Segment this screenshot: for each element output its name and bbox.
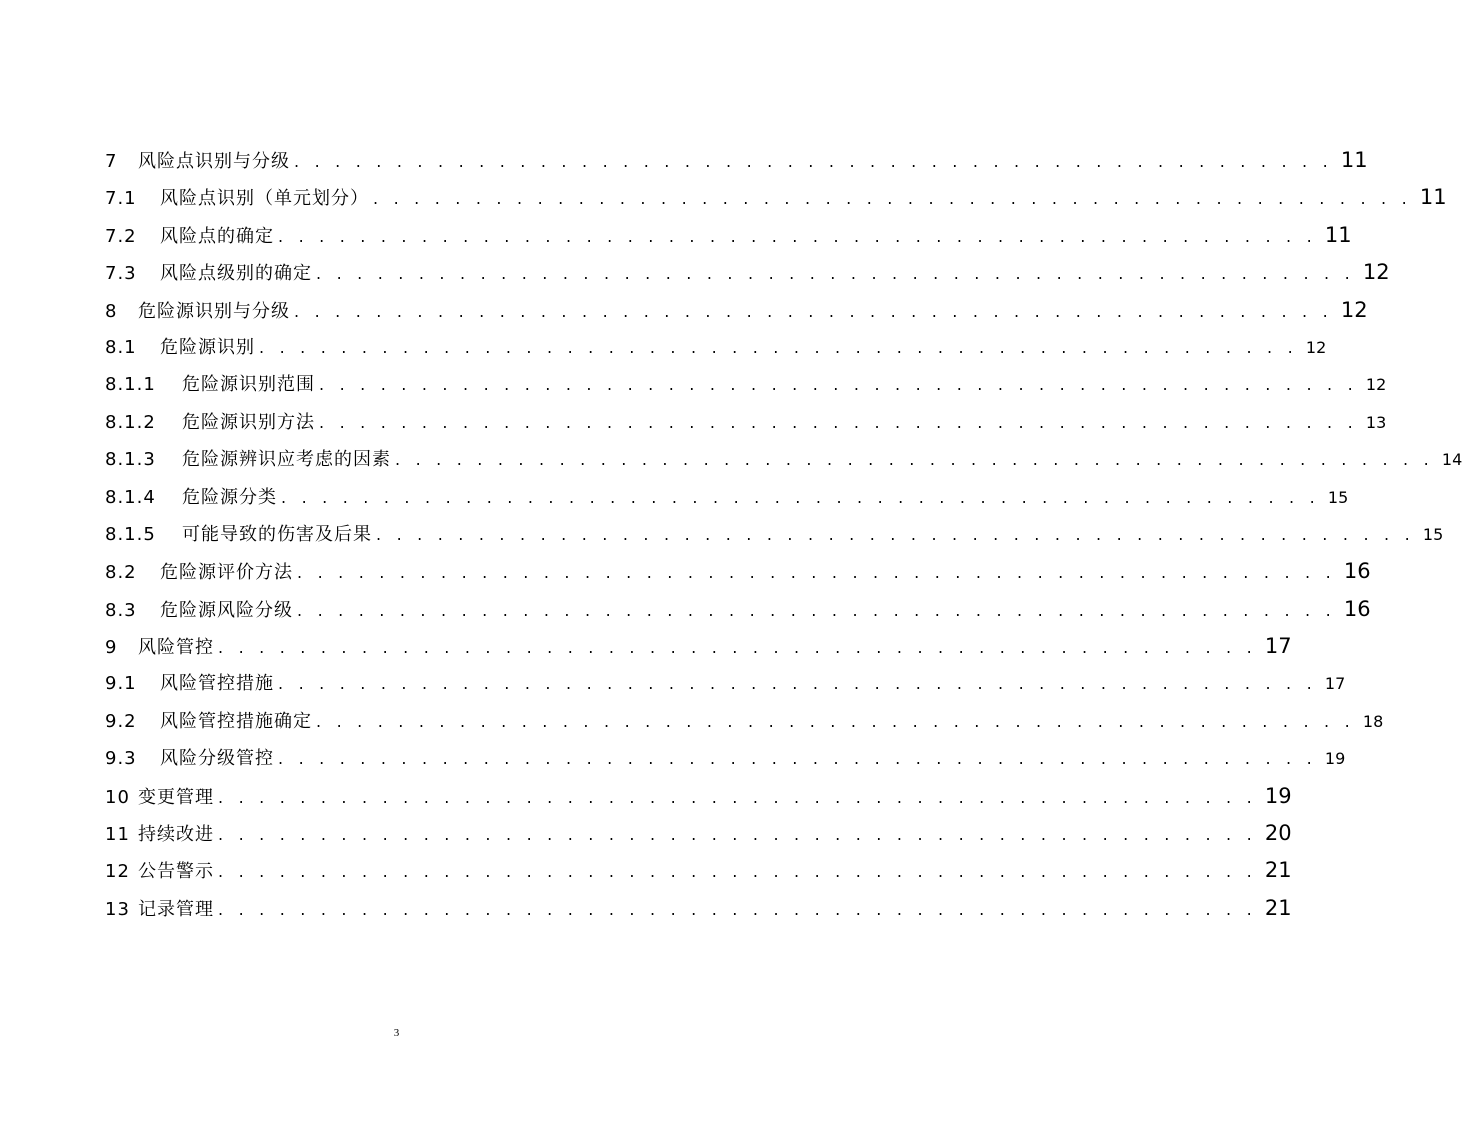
- toc-entry-title: 危险源识别方法: [182, 411, 315, 433]
- toc-entry-number: 8.1: [105, 336, 137, 358]
- toc-entry-title: 危险源风险分级: [160, 599, 293, 621]
- table-of-contents: [105, 142, 1462, 927]
- dot-leader: . . . . . . . . . . . . . . . . . . . . . . . . . . . . . . . . . . . . . . . . . . . . . . . . . . .: [297, 600, 1336, 620]
- toc-entry-number: 8.3: [105, 599, 137, 621]
- toc-entry-page: 11: [1324, 222, 1352, 247]
- toc-entry-number: 7.2: [105, 225, 137, 247]
- toc-entry-title: 风险管控措施确定: [160, 710, 312, 732]
- toc-entry[interactable]: [105, 815, 1292, 852]
- toc-entry-page: 21: [1264, 858, 1292, 883]
- dot-leader: . . . . . . . . . . . . . . . . . . . . . . . . . . . . . . . . . . . . . . . . . . . . . . . . . . .: [376, 524, 1415, 544]
- toc-entry[interactable]: [105, 740, 1346, 777]
- toc-entry[interactable]: [105, 404, 1387, 441]
- toc-entry-title: 公告警示: [138, 861, 214, 883]
- toc-entry-number: 7: [105, 151, 118, 172]
- toc-entry-number: 8.1.3: [105, 449, 156, 471]
- toc-entry[interactable]: [105, 142, 1368, 179]
- toc-entry-title: 风险点识别（单元划分）: [160, 188, 369, 210]
- toc-entry-page: 16: [1343, 559, 1371, 584]
- toc-entry-title: 危险源识别范围: [182, 374, 315, 396]
- toc-entry-page: 21: [1264, 895, 1292, 920]
- toc-entry[interactable]: [105, 778, 1292, 815]
- toc-entry-number: 8.1.5: [105, 523, 156, 545]
- toc-entry-title: 危险源辨识应考虑的因素: [182, 449, 391, 471]
- page-number: 3: [393, 1027, 400, 1039]
- toc-entry[interactable]: [105, 292, 1368, 329]
- toc-entry-number: 13: [105, 898, 130, 920]
- dot-leader: . . . . . . . . . . . . . . . . . . . . . . . . . . . . . . . . . . . . . . . . . . . . . . . . . . .: [316, 711, 1355, 731]
- toc-entry-page: 17: [1264, 634, 1292, 659]
- toc-entry-title: 危险源评价方法: [160, 562, 293, 584]
- toc-entry-page: 14: [1441, 450, 1462, 470]
- toc-entry[interactable]: [105, 852, 1292, 889]
- toc-entry-page: 17: [1324, 674, 1346, 694]
- toc-entry-page: 19: [1324, 749, 1346, 769]
- dot-leader: . . . . . . . . . . . . . . . . . . . . . . . . . . . . . . . . . . . . . . . . . . . . . . . . . . .: [319, 375, 1358, 395]
- toc-entry[interactable]: [105, 665, 1346, 702]
- toc-entry[interactable]: [105, 591, 1371, 628]
- toc-entry-page: 13: [1365, 412, 1387, 432]
- toc-entry-title: 风险点的确定: [160, 225, 274, 247]
- toc-entry-page: 12: [1365, 375, 1387, 395]
- toc-entry[interactable]: [105, 179, 1447, 216]
- toc-entry-page: 12: [1362, 260, 1390, 285]
- toc-entry-page: 18: [1362, 711, 1384, 731]
- toc-entry-number: 8: [105, 300, 118, 322]
- toc-entry[interactable]: [105, 479, 1349, 516]
- toc-entry-number: 12: [105, 861, 130, 883]
- toc-entry-page: 11: [1419, 185, 1447, 210]
- toc-entry-page: 11: [1340, 148, 1368, 172]
- dot-leader: . . . . . . . . . . . . . . . . . . . . . . . . . . . . . . . . . . . . . . . . . . . . . . . . . . .: [316, 264, 1355, 284]
- toc-entry-number: 10: [105, 786, 130, 808]
- dot-leader: . . . . . . . . . . . . . . . . . . . . . . . . . . . . . . . . . . . . . . . . . . . . . . . . . . .: [218, 787, 1257, 807]
- toc-entry-title: 持续改进: [138, 824, 214, 846]
- toc-entry[interactable]: [105, 628, 1292, 665]
- toc-entry[interactable]: [105, 329, 1327, 366]
- toc-entry[interactable]: [105, 516, 1444, 553]
- dot-leader: . . . . . . . . . . . . . . . . . . . . . . . . . . . . . . . . . . . . . . . . . . . . . . . . . . .: [218, 825, 1257, 845]
- dot-leader: . . . . . . . . . . . . . . . . . . . . . . . . . . . . . . . . . . . . . . . . . . . . . . . . . . .: [278, 226, 1317, 246]
- dot-leader: . . . . . . . . . . . . . . . . . . . . . . . . . . . . . . . . . . . . . . . . . . . . . . . . . . .: [294, 152, 1333, 171]
- toc-entry[interactable]: [105, 441, 1462, 478]
- toc-entry-page: 12: [1340, 297, 1368, 322]
- toc-entry-title: 危险源分类: [182, 486, 277, 508]
- toc-entry-number: 9.1: [105, 673, 137, 695]
- toc-entry-title: 风险点识别与分级: [138, 151, 290, 172]
- toc-entry-number: 9: [105, 637, 118, 659]
- toc-entry-number: 9.2: [105, 710, 137, 732]
- dot-leader: . . . . . . . . . . . . . . . . . . . . . . . . . . . . . . . . . . . . . . . . . . . . . . . . . . .: [278, 674, 1317, 694]
- dot-leader: . . . . . . . . . . . . . . . . . . . . . . . . . . . . . . . . . . . . . . . . . . . . . . . . . . .: [319, 412, 1358, 432]
- toc-entry[interactable]: [105, 217, 1352, 254]
- toc-entry-title: 风险分级管控: [160, 748, 274, 770]
- dot-leader: . . . . . . . . . . . . . . . . . . . . . . . . . . . . . . . . . . . . . . . . . . . . . . . . . . .: [218, 899, 1257, 919]
- toc-entry-title: 变更管理: [138, 786, 214, 808]
- toc-entry[interactable]: [105, 254, 1390, 291]
- toc-entry-title: 危险源识别: [160, 336, 255, 358]
- toc-entry-title: 可能导致的伤害及后果: [182, 523, 372, 545]
- toc-entry-page: 12: [1305, 337, 1327, 357]
- toc-entry-number: 8.1.1: [105, 374, 156, 396]
- toc-entry-title: 记录管理: [138, 898, 214, 920]
- toc-entry-number: 8.1.4: [105, 486, 156, 508]
- dot-leader: . . . . . . . . . . . . . . . . . . . . . . . . . . . . . . . . . . . . . . . . . . . . . . . . . . .: [218, 638, 1257, 658]
- toc-entry[interactable]: [105, 553, 1371, 590]
- toc-entry-title: 风险管控措施: [160, 673, 274, 695]
- toc-entry-number: 7.3: [105, 263, 137, 285]
- toc-entry-title: 危险源识别与分级: [138, 300, 290, 322]
- toc-entry-page: 19: [1264, 783, 1292, 808]
- toc-entry-page: 15: [1327, 487, 1349, 507]
- toc-entry-number: 9.3: [105, 748, 137, 770]
- toc-entry[interactable]: [105, 890, 1292, 927]
- toc-entry-number: 11: [105, 824, 130, 846]
- toc-entry[interactable]: [105, 366, 1387, 403]
- toc-entry-title: 风险点级别的确定: [160, 263, 312, 285]
- toc-entry-page: 15: [1422, 524, 1444, 544]
- toc-entry-page: 20: [1264, 821, 1292, 846]
- toc-entry-number: 8.1.2: [105, 411, 156, 433]
- dot-leader: . . . . . . . . . . . . . . . . . . . . . . . . . . . . . . . . . . . . . . . . . . . . . . . . . . .: [373, 189, 1412, 209]
- dot-leader: . . . . . . . . . . . . . . . . . . . . . . . . . . . . . . . . . . . . . . . . . . . . . . . . . . .: [278, 749, 1317, 769]
- dot-leader: . . . . . . . . . . . . . . . . . . . . . . . . . . . . . . . . . . . . . . . . . . . . . . . . . . .: [281, 487, 1320, 507]
- dot-leader: . . . . . . . . . . . . . . . . . . . . . . . . . . . . . . . . . . . . . . . . . . . . . . . . . . .: [297, 563, 1336, 583]
- dot-leader: . . . . . . . . . . . . . . . . . . . . . . . . . . . . . . . . . . . . . . . . . . . . . . . . . . .: [218, 862, 1257, 882]
- toc-entry-page: 16: [1343, 596, 1371, 621]
- toc-entry-number: 7.1: [105, 188, 137, 210]
- dot-leader: . . . . . . . . . . . . . . . . . . . . . . . . . . . . . . . . . . . . . . . . . . . . . . . . . . .: [294, 301, 1333, 321]
- toc-entry-title: 风险管控: [138, 637, 214, 659]
- dot-leader: . . . . . . . . . . . . . . . . . . . . . . . . . . . . . . . . . . . . . . . . . . . . . . . . . . .: [259, 337, 1298, 357]
- toc-entry[interactable]: [105, 703, 1384, 740]
- dot-leader: . . . . . . . . . . . . . . . . . . . . . . . . . . . . . . . . . . . . . . . . . . . . . . . . . . .: [395, 450, 1434, 470]
- toc-entry-number: 8.2: [105, 562, 137, 584]
